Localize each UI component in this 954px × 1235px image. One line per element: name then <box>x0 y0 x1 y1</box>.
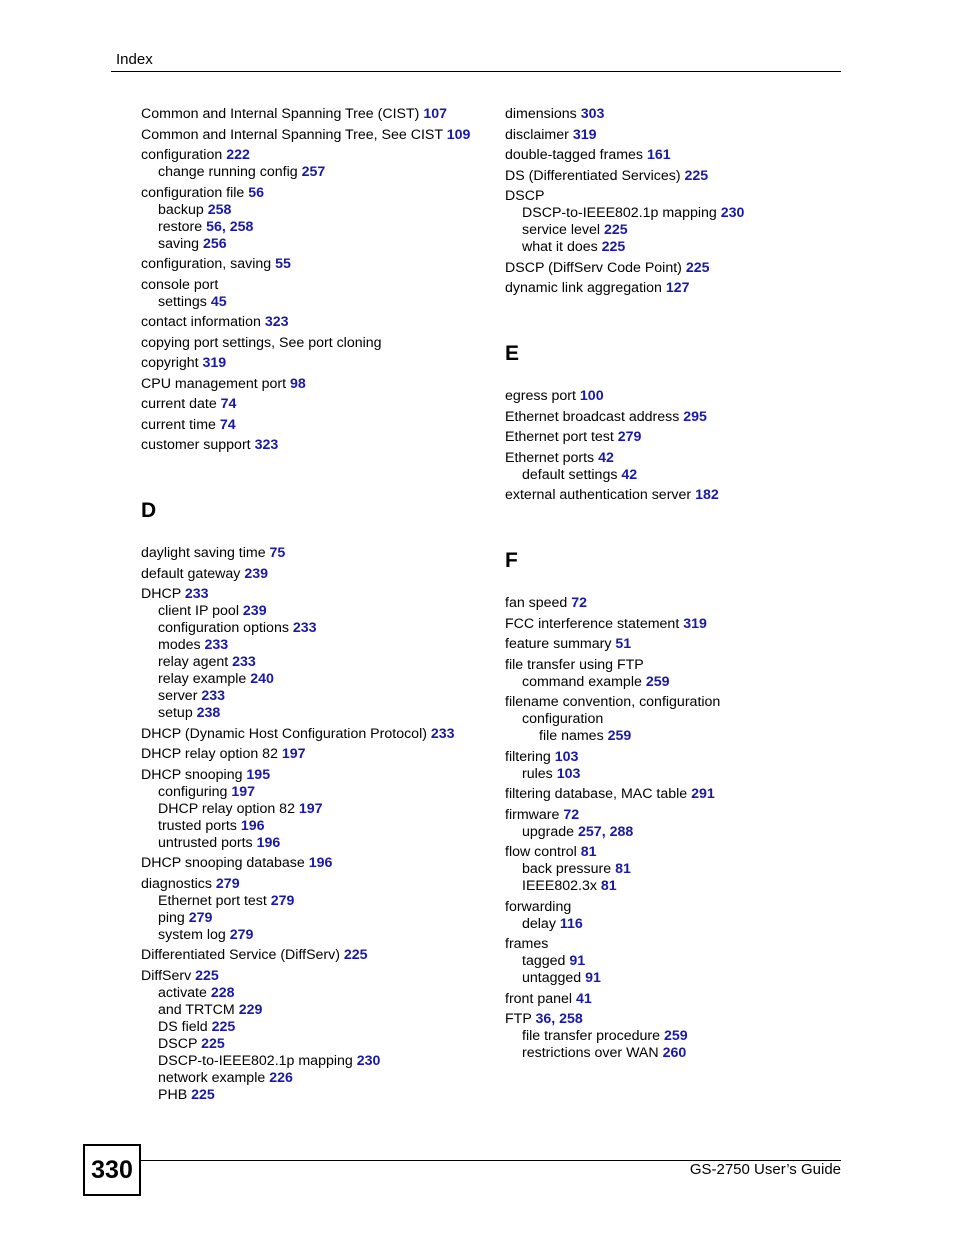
page-ref-link[interactable]: 225 <box>343 947 368 963</box>
page-ref-link[interactable]: 56 <box>248 184 265 201</box>
index-subentry <box>505 953 865 970</box>
page-ref-separator: , <box>551 1011 560 1027</box>
page-ref-link[interactable]: 51 <box>615 636 632 652</box>
entry-term: diagnostics <box>141 875 216 892</box>
entry-term: double-tagged frames <box>505 147 647 163</box>
page-ref-link[interactable]: 225 <box>684 167 709 184</box>
index-subentry <box>141 164 501 181</box>
page-ref-link[interactable]: 279 <box>617 429 642 445</box>
page-ref-link[interactable]: 319 <box>683 615 707 632</box>
index-entry <box>141 586 501 603</box>
page-ref-link[interactable]: 196 <box>240 817 265 834</box>
entry-term: CPU management port <box>141 375 291 392</box>
index-entry <box>505 147 865 164</box>
index-entry <box>505 487 865 504</box>
page-ref-link[interactable]: 323 <box>254 437 279 453</box>
entry-term: filtering database, MAC table <box>505 786 692 802</box>
page-ref-link[interactable]: 109 <box>446 126 471 143</box>
entry-term: configuration options <box>158 620 293 636</box>
index-entry <box>141 376 501 393</box>
entry-term: copying port settings, See port cloning <box>141 334 382 351</box>
page-ref-link[interactable]: 225 <box>195 967 219 984</box>
guide-title: GS-2750 User’s Guide <box>689 1161 841 1178</box>
page-ref-link[interactable]: 45 <box>210 293 227 310</box>
entry-term: service level <box>522 222 605 238</box>
page-ref-link[interactable]: 81 <box>600 878 617 894</box>
index-subentry <box>505 878 865 895</box>
index-subentry <box>505 916 865 933</box>
index-entry <box>141 767 501 784</box>
page-ref-link[interactable]: 195 <box>246 766 271 783</box>
index-entry <box>141 726 501 743</box>
entry-term: customer support <box>141 437 255 453</box>
page-ref-link[interactable]: 225 <box>191 1086 215 1103</box>
entry-term: configuration file <box>141 184 249 201</box>
entry-term: tagged <box>522 953 570 969</box>
index-entry <box>141 417 501 434</box>
index-entry <box>505 657 865 674</box>
section-letter-e: E <box>505 342 520 365</box>
entry-term: console port <box>141 276 219 293</box>
index-entry <box>505 786 865 803</box>
entry-term: DS field <box>158 1018 212 1035</box>
entry-term: client IP pool <box>158 603 243 619</box>
page-ref-link[interactable]: 91 <box>569 953 586 969</box>
page-ref-link[interactable]: 72 <box>571 595 588 611</box>
page-ref-link[interactable]: 233 <box>232 654 256 670</box>
index-subentry <box>141 927 501 944</box>
page-ref-link[interactable]: 258 <box>229 218 254 235</box>
page-ref-link[interactable]: 196 <box>256 834 281 851</box>
section-letter-d: D <box>141 499 157 522</box>
page-ref-link[interactable]: 225 <box>604 222 628 238</box>
entry-term: frames <box>505 936 549 952</box>
entry-term: DHCP snooping database <box>141 855 309 871</box>
page-ref-link[interactable]: 233 <box>204 637 229 653</box>
index-entry <box>141 947 501 964</box>
entry-term: saving <box>158 235 203 252</box>
entry-term: file transfer procedure <box>522 1028 664 1044</box>
entry-term: Ethernet ports <box>505 449 599 466</box>
page-ref-link[interactable]: 116 <box>559 915 583 932</box>
entry-term: Common and Internal Spanning Tree (CIST) <box>141 106 424 122</box>
entry-term: file transfer using FTP <box>505 656 644 673</box>
page-ref-link[interactable]: 36 <box>535 1011 552 1027</box>
entry-term: and TRTCM <box>158 1001 239 1018</box>
page-ref-link[interactable]: 259 <box>663 1028 688 1044</box>
index-subentry <box>141 1053 501 1070</box>
page-number: 330 <box>83 1144 141 1196</box>
entry-term: setup <box>158 705 197 721</box>
entry-term: Ethernet broadcast address <box>505 408 684 425</box>
index-subentry <box>141 784 501 801</box>
page-ref-link[interactable]: 55 <box>275 256 291 272</box>
page-ref-link[interactable]: 42 <box>598 449 614 466</box>
page-ref-link[interactable]: 42 <box>621 466 638 483</box>
index-subentry <box>505 205 865 222</box>
index-subentry <box>141 236 501 253</box>
page-ref-link[interactable]: 81 <box>580 844 597 860</box>
index-entry <box>505 168 865 185</box>
page-ref-link[interactable]: 279 <box>188 909 213 926</box>
entry-term: FCC interference statement <box>505 615 684 632</box>
index-subentry <box>141 1087 501 1104</box>
page-ref-link[interactable]: 319 <box>572 126 597 143</box>
page-ref-link[interactable]: 238 <box>196 705 221 721</box>
page-ref-link[interactable]: 225 <box>601 239 626 255</box>
entry-term: DHCP relay option 82 <box>158 800 299 817</box>
index-subentry <box>505 467 865 484</box>
page-ref-link[interactable]: 127 <box>665 280 690 296</box>
index-entry <box>505 694 865 711</box>
index-entry <box>141 147 501 164</box>
page-ref-link[interactable]: 41 <box>576 990 592 1007</box>
entry-term: DSCP <box>505 188 545 204</box>
entry-term: restore <box>158 218 207 235</box>
index-subentry <box>141 801 501 818</box>
entry-term: what it does <box>522 239 602 255</box>
entry-term: DHCP <box>141 586 185 602</box>
entry-term: egress port <box>505 388 580 404</box>
entry-term: relay agent <box>158 654 233 670</box>
index-entry <box>505 106 865 123</box>
index-entry <box>505 595 865 612</box>
index-subentry <box>141 1036 501 1053</box>
page-ref-link[interactable]: 182 <box>695 487 719 503</box>
page-ref-link[interactable]: 222 <box>226 147 250 163</box>
index-entry <box>141 335 501 352</box>
index-subentry <box>505 222 865 239</box>
entry-term: settings <box>158 293 211 310</box>
page-ref-link[interactable]: 230 <box>720 205 745 221</box>
entry-term: network example <box>158 1069 270 1086</box>
page-ref-link[interactable]: 56 <box>206 218 222 235</box>
entry-term: contact information <box>141 314 265 330</box>
index-subentry <box>505 728 865 745</box>
index-subentry <box>141 1070 501 1087</box>
entry-term: command example <box>522 673 646 690</box>
index-subentry <box>141 620 501 637</box>
index-subentry <box>505 711 865 728</box>
index-subentry <box>141 603 501 620</box>
index-subentry <box>505 766 865 783</box>
entry-term: DSCP-to-IEEE802.1p mapping <box>158 1052 357 1069</box>
entry-term: DS (Differentiated Services) <box>505 167 685 184</box>
entry-term: configuration, saving <box>141 256 276 272</box>
index-entry <box>141 185 501 202</box>
page-ref-link[interactable]: 288 <box>609 823 634 840</box>
entry-term: untrusted ports <box>158 834 257 851</box>
index-column-left <box>141 106 501 1104</box>
entry-term: server <box>158 688 202 704</box>
entry-term: configuration <box>522 711 604 727</box>
index-entry <box>505 280 865 297</box>
page-ref-link[interactable]: 107 <box>423 106 447 122</box>
entry-term: change running config <box>158 164 302 180</box>
page-ref-link[interactable]: 295 <box>683 408 707 425</box>
page-ref-link[interactable]: 319 <box>202 355 227 371</box>
index-entry <box>505 844 865 861</box>
index-entry <box>141 396 501 413</box>
entry-term: front panel <box>505 990 576 1007</box>
index-subentry <box>141 910 501 927</box>
index-entry <box>141 968 501 985</box>
index-entry <box>141 256 501 273</box>
page-ref-link[interactable]: 161 <box>646 147 671 163</box>
index-entry <box>505 1011 865 1028</box>
page-ref-link[interactable]: 226 <box>269 1069 293 1086</box>
page-ref-link[interactable]: 225 <box>685 259 710 276</box>
running-header: Index <box>116 51 153 68</box>
entry-term: current date <box>141 396 221 412</box>
index-entry <box>141 437 501 454</box>
page-ref-link[interactable]: 229 <box>238 1001 263 1018</box>
index-entry <box>505 450 865 467</box>
page-ref-link[interactable]: 233 <box>292 620 317 636</box>
entry-term: system log <box>158 926 230 943</box>
page-ref-link[interactable]: 75 <box>269 545 286 561</box>
index-subentry <box>141 835 501 852</box>
page-ref-link[interactable]: 233 <box>184 586 209 602</box>
section-letter-f: F <box>505 549 518 572</box>
entry-term: firmware <box>505 806 564 823</box>
page-ref-link[interactable]: 197 <box>281 746 306 762</box>
entry-term: configuring <box>158 783 232 800</box>
page-ref-separator: , <box>221 218 230 235</box>
index-entry <box>505 429 865 446</box>
entry-term: Ethernet port test <box>158 892 271 909</box>
entry-term: trusted ports <box>158 817 241 834</box>
page-ref-link[interactable]: 239 <box>242 603 267 619</box>
entry-term: DSCP (DiffServ Code Point) <box>505 259 686 276</box>
page-ref-link[interactable]: 258 <box>207 201 232 218</box>
index-subentry <box>141 202 501 219</box>
index-entry <box>505 188 865 205</box>
index-subentry <box>505 970 865 987</box>
page-ref-link[interactable]: 239 <box>244 565 268 582</box>
entry-term: FTP <box>505 1011 536 1027</box>
entry-term: dimensions <box>505 106 581 122</box>
index-subentry <box>505 861 865 878</box>
index-subentry <box>505 1028 865 1045</box>
page-ref-link[interactable]: 303 <box>580 106 605 122</box>
entry-term: copyright <box>141 355 203 371</box>
index-entry <box>141 355 501 372</box>
entry-term: IEEE802.3x <box>522 878 601 894</box>
index-entry <box>141 855 501 872</box>
page-ref-link[interactable]: 197 <box>298 800 323 817</box>
page-ref-link[interactable]: 103 <box>556 765 581 782</box>
entry-term: external authentication server <box>505 487 696 503</box>
page-ref-link[interactable]: 323 <box>264 314 289 330</box>
entry-term: modes <box>158 637 205 653</box>
entry-term: filename convention, configuration <box>505 694 721 710</box>
index-entry <box>505 616 865 633</box>
index-subentry <box>141 219 501 236</box>
index-subentry <box>505 824 865 841</box>
page-ref-link[interactable]: 279 <box>229 926 254 943</box>
entry-term: back pressure <box>522 861 616 877</box>
entry-term: filtering <box>505 748 555 765</box>
entry-term: fan speed <box>505 595 572 611</box>
index-subentry <box>141 654 501 671</box>
page-ref-link[interactable]: 103 <box>554 748 579 765</box>
entry-term: file names <box>539 728 608 744</box>
page-ref-link[interactable]: 259 <box>607 728 632 744</box>
index-entry <box>141 566 501 583</box>
page-ref-separator: , <box>601 823 610 840</box>
page-ref-link[interactable]: 91 <box>585 970 601 986</box>
page-ref-link[interactable]: 258 <box>559 1011 583 1027</box>
entry-term: untagged <box>522 970 586 986</box>
entry-term: current time <box>141 416 220 433</box>
entry-term: DSCP-to-IEEE802.1p mapping <box>522 205 721 221</box>
page-ref-link[interactable]: 98 <box>290 375 306 392</box>
page-ref-link[interactable]: 72 <box>563 806 580 823</box>
index-entry <box>141 106 501 123</box>
entry-term: delay <box>522 915 560 932</box>
page-ref-link[interactable]: 291 <box>691 786 715 802</box>
entry-term: restrictions over WAN <box>522 1045 663 1061</box>
entry-term: DHCP (Dynamic Host Configuration Protocol) <box>141 725 431 742</box>
index-entry <box>505 991 865 1008</box>
page-ref-link[interactable]: 259 <box>645 673 670 690</box>
page-ref-link[interactable]: 230 <box>356 1052 381 1069</box>
page-ref-link[interactable]: 240 <box>250 671 274 687</box>
index-entry <box>141 746 501 763</box>
index-entry <box>505 409 865 426</box>
entry-term: feature summary <box>505 636 616 652</box>
page-ref-link[interactable]: 257 <box>301 164 326 180</box>
index-entry <box>505 636 865 653</box>
index-entry <box>505 388 865 405</box>
entry-term: disclaimer <box>505 126 573 143</box>
entry-term: Ethernet port test <box>505 429 618 445</box>
index-entry <box>141 314 501 331</box>
index-entry <box>141 545 501 562</box>
entry-term: ping <box>158 909 189 926</box>
index-column-right <box>505 106 865 1062</box>
index-entry <box>505 260 865 277</box>
page-ref-link[interactable]: 228 <box>210 984 235 1001</box>
index-subentry <box>141 893 501 910</box>
page-ref-link[interactable]: 257 <box>578 823 602 840</box>
index-subentry <box>141 1002 501 1019</box>
index-subentry <box>141 688 501 705</box>
index-subentry <box>141 705 501 722</box>
index-subentry <box>141 671 501 688</box>
index-subentry <box>141 985 501 1002</box>
page-ref-link[interactable]: 233 <box>201 688 226 704</box>
entry-term: configuration <box>141 147 227 163</box>
entry-term: flow control <box>505 844 581 860</box>
entry-term: forwarding <box>505 898 572 915</box>
index-entry <box>141 277 501 294</box>
page-ref-link[interactable]: 74 <box>220 396 237 412</box>
entry-term: upgrade <box>522 823 579 840</box>
page-ref-link[interactable]: 196 <box>308 855 333 871</box>
page-ref-link[interactable]: 225 <box>201 1035 225 1052</box>
index-entry <box>505 899 865 916</box>
page-ref-link[interactable]: 81 <box>615 861 631 877</box>
entry-term: PHB <box>158 1086 192 1103</box>
index-subentry <box>505 239 865 256</box>
index-entry <box>505 807 865 824</box>
entry-term: activate <box>158 984 211 1001</box>
entry-term: default gateway <box>141 565 245 582</box>
page-ref-link[interactable]: 100 <box>579 388 604 404</box>
index-subentry <box>141 1019 501 1036</box>
index-subentry <box>505 674 865 691</box>
page-ref-link[interactable]: 256 <box>202 235 227 252</box>
entry-term: DHCP relay option 82 <box>141 746 282 762</box>
index-subentry <box>141 637 501 654</box>
entry-term: rules <box>522 765 557 782</box>
entry-term: DSCP <box>158 1035 202 1052</box>
page-ref-link[interactable]: 233 <box>430 725 455 742</box>
page-ref-link[interactable]: 260 <box>662 1045 687 1061</box>
index-entry <box>505 127 865 144</box>
index-entry <box>141 876 501 893</box>
entry-term: default settings <box>522 466 622 483</box>
entry-term: dynamic link aggregation <box>505 280 666 296</box>
page-ref-link[interactable]: 197 <box>231 783 256 800</box>
header-divider <box>111 71 841 72</box>
entry-term: Differentiated Service (DiffServ) <box>141 947 344 963</box>
page-ref-link[interactable]: 279 <box>215 875 240 892</box>
entry-term: DHCP snooping <box>141 766 247 783</box>
page-ref-link[interactable]: 74 <box>219 416 236 433</box>
index-subentry <box>141 818 501 835</box>
page-ref-link[interactable]: 225 <box>211 1018 236 1035</box>
entry-term: relay example <box>158 671 251 687</box>
index-entry <box>141 127 501 144</box>
entry-term: DiffServ <box>141 967 196 984</box>
index-entry <box>505 749 865 766</box>
index-entry <box>505 936 865 953</box>
entry-term: daylight saving time <box>141 545 270 561</box>
entry-term: Common and Internal Spanning Tree, See CIST <box>141 126 447 143</box>
entry-term: backup <box>158 201 208 218</box>
page-ref-link[interactable]: 279 <box>270 892 295 909</box>
index-subentry <box>505 1045 865 1062</box>
index-subentry <box>141 294 501 311</box>
